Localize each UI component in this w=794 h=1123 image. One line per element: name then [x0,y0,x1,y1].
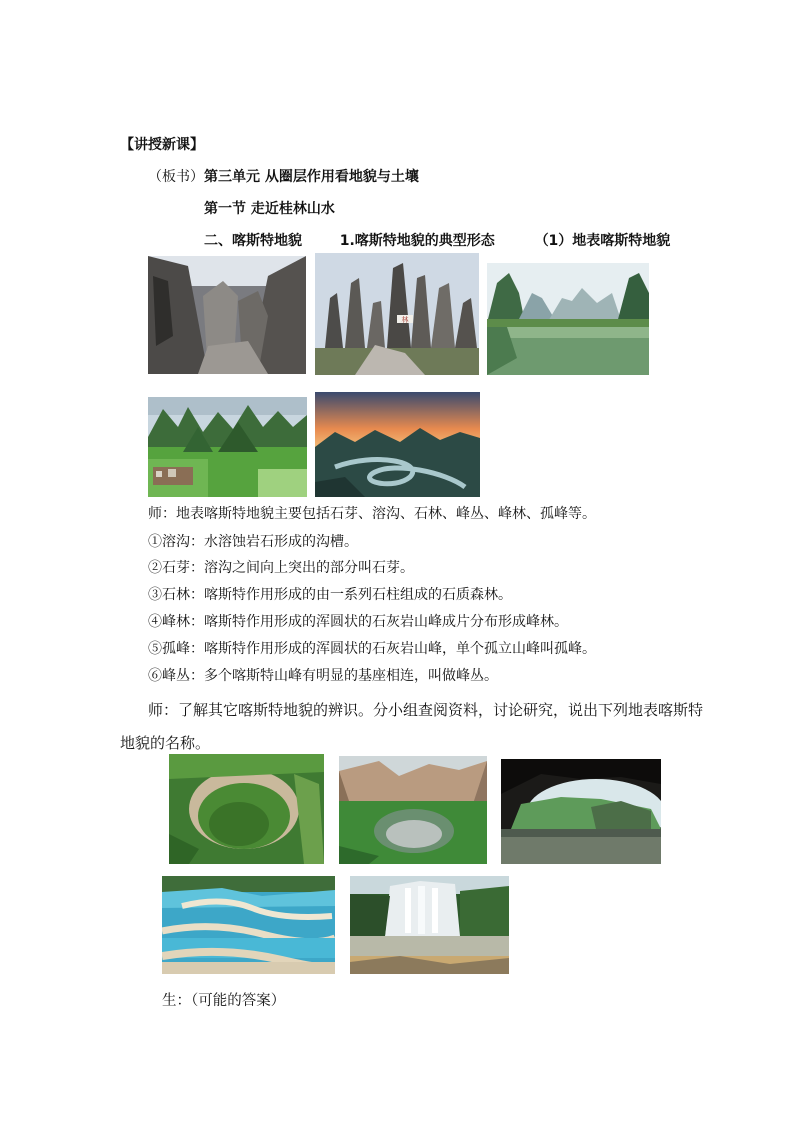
student-line: 生：（可能的答案） [162,993,286,1009]
photo-sinkhole-green [169,754,324,864]
definition-item: ⑥峰丛：多个喀斯特山峰有明显的基座相连，叫做峰丛。 [148,668,498,684]
photo-sunset-river-bend [315,392,480,497]
subheading-point: 1.喀斯特地貌的典型形态 [339,233,495,249]
subheading [204,230,670,250]
task-text-line2: 地貌的名称。 [120,734,211,752]
task-text-line1: 师：了解其它喀斯特地貌的辨识。分小组查阅资料，讨论研究，说出下列地表喀斯特 [148,701,704,719]
board-line [148,166,419,186]
photo-peak-cluster-village [148,397,307,497]
photo-travertine-pools [162,876,335,974]
section-heading: 【讲授新课】 [120,137,204,153]
photo-tiankeng [339,756,487,864]
photo-stone-canyon [148,256,306,374]
subheading-sub: （1）地表喀斯特地貌 [534,233,671,249]
definition-item: ②石芽：溶沟之间向上突出的部分叫石芽。 [148,560,414,576]
definition-item: ①溶沟：水溶蚀岩石形成的沟槽。 [148,534,358,550]
intro-text: 师：地表喀斯特地貌主要包括石芽、溶沟、石林、峰丛、峰林、孤峰等。 [148,506,596,522]
photo-stone-forest [315,253,479,375]
photo-waterfall [350,876,509,974]
photo-cave-lake [501,759,661,864]
photo-sign-text: 林 [401,316,409,324]
subheading-part: 二、喀斯特地貌 [204,233,302,249]
definition-item: ③石林：喀斯特作用形成的由一系列石柱组成的石质森林。 [148,587,512,603]
definition-item: ⑤孤峰：喀斯特作用形成的浑圆状的石灰岩山峰，单个孤立山峰叫孤峰。 [148,641,596,657]
section-title: 第一节 走近桂林山水 [204,201,335,217]
definition-item: ④峰林：喀斯特作用形成的浑圆状的石灰岩山峰成片分布形成峰林。 [148,614,568,630]
photo-river-peaks [487,263,649,375]
unit-title: 第三单元 从圈层作用看地貌与土壤 [204,169,419,185]
board-prefix: （板书） [148,169,204,185]
